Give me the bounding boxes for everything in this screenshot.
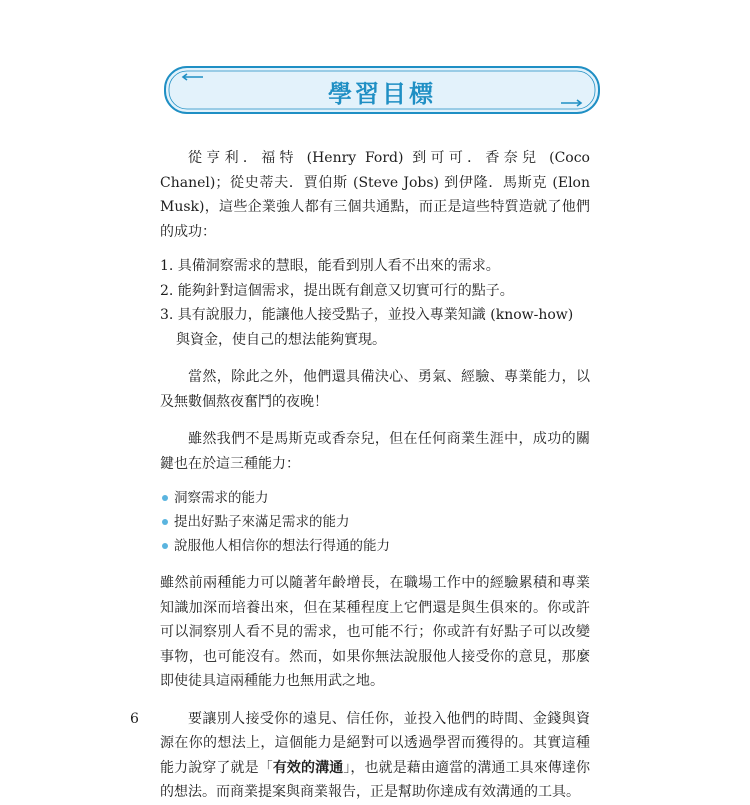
bullet-dot-icon xyxy=(162,543,168,549)
list-item: 2. 能夠針對這個需求，提出既有創意又切實可行的點子。 xyxy=(160,282,514,299)
abilities-list xyxy=(160,486,590,558)
body-text xyxy=(160,146,590,805)
list-item: 提出好點子來滿足需求的能力 xyxy=(160,510,590,534)
page-title: 學習目標 xyxy=(328,80,436,108)
paragraph-effective-communication: 要讓別人接受你的遠見、信任你，並投入他們的時間、金錢與資源在你的想法上，這個能力是絕對可以透過學習而獲得的。其實這種能力說穿了就是「有效的溝通」，也就是藉由適當的溝通工具來傳達你的想法。而商業提案與商業報告，正是幫助你達成有效溝通的工具。 xyxy=(160,710,591,800)
list-item: 1. 具備洞察需求的慧眼，能看到別人看不出來的需求。 xyxy=(160,258,500,274)
paragraph-extra-qualities: 當然，除此之外，他們還具備決心、勇氣、經驗、專業能力，以及無數個熬夜奮鬥的夜晚！ xyxy=(160,369,590,410)
paragraph-three-abilities: 雖然我們不是馬斯克或香奈兒，但在任何商業生涯中，成功的關鍵也在於這三種能力： xyxy=(160,431,590,472)
section-title-banner xyxy=(163,64,601,116)
list-item: 說服他人相信你的想法行得通的能力 xyxy=(160,534,590,558)
intro-paragraph: 從亨利．福特 (Henry Ford) 到可可．香奈兒 (Coco Chanel)；從史蒂夫．賈伯斯 (Steve Jobs) 到伊隆．馬斯克 (Elon Musk)，這些企業強人都有三個共通點，而正是這些特質造就了他們的成功： xyxy=(160,150,590,240)
paragraph-innate-abilities: 雖然前兩種能力可以隨著年齡增長，在職場工作中的經驗累積和專業知識加深而培養出來，但在某種程度上它們還是與生俱來的。你或許可以洞察別人看不見的需求，也可能不行；你或許有好點子可以改變事物，也可能沒有。然而，如果你無法說服他人接受你的意見，那麼即使徒具這兩種能力也無用武之地。 xyxy=(160,575,590,689)
list-item: 洞察需求的能力 xyxy=(160,486,590,510)
bullet-dot-icon xyxy=(162,519,168,525)
page-number: 6 xyxy=(130,711,139,727)
list-item: 3. 具有說服力，能讓他人接受點子，並投入專業知識 (know-how) 與資金，使自己的想法能夠實現。 xyxy=(160,307,574,348)
emphasis-effective-communication: 有效的溝通 xyxy=(272,759,344,776)
traits-list xyxy=(160,254,590,352)
bullet-dot-icon xyxy=(162,495,168,501)
